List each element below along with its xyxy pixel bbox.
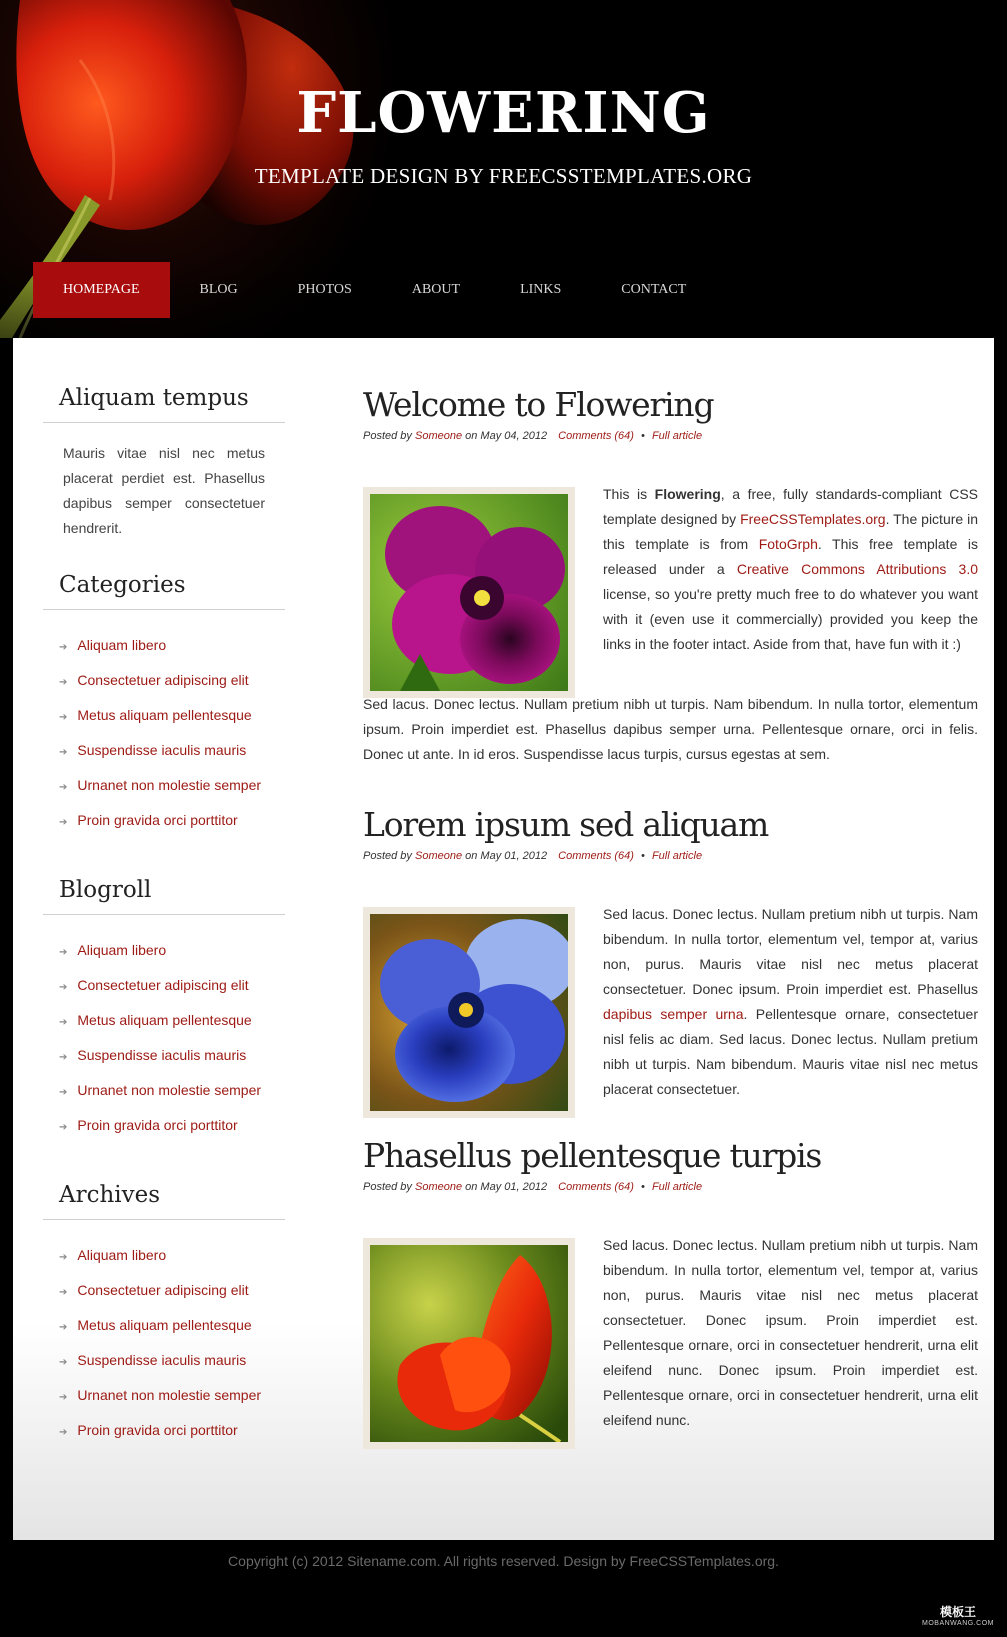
archive-item[interactable]	[43, 1308, 285, 1343]
post-intro	[603, 482, 978, 657]
arrow-icon: ➔	[59, 817, 68, 828]
intro-text: . The picture in this template is from	[603, 511, 978, 552]
meta-separator: •	[641, 1181, 645, 1193]
arrow-icon: ➔	[59, 1017, 68, 1028]
main-menu	[33, 262, 716, 318]
post	[363, 1133, 978, 1433]
post-meta	[363, 850, 978, 862]
freecsstemplates-link[interactable]: FreeCSSTemplates.org	[740, 511, 886, 527]
arrow-icon: ➔	[59, 747, 68, 758]
red-tulip-image[interactable]	[370, 1245, 568, 1442]
blogroll-item[interactable]	[43, 968, 285, 1003]
post-date: on May 01, 2012	[465, 850, 548, 862]
category-item[interactable]	[43, 663, 285, 698]
badge-url: MOBANWANG.COM	[922, 1620, 994, 1627]
dapibus-link[interactable]: dapibus semper urna	[603, 1006, 744, 1022]
arrow-icon: ➔	[59, 1122, 68, 1133]
category-item[interactable]	[43, 628, 285, 663]
posted-by-label: Posted by	[363, 850, 412, 862]
arrow-icon: ➔	[59, 1087, 68, 1098]
author-link[interactable]: Someone	[414, 850, 463, 862]
comments-link[interactable]: Comments (64)	[558, 850, 634, 862]
arrow-icon: ➔	[59, 1322, 68, 1333]
post-text	[603, 902, 978, 1102]
intro-text: This is	[603, 486, 655, 502]
menu-item-blog[interactable]: BLOG	[199, 282, 238, 297]
meta-separator: •	[641, 850, 645, 862]
arrow-icon: ➔	[59, 1427, 68, 1438]
category-item[interactable]	[43, 733, 285, 768]
menu-item-photos[interactable]: PHOTOS	[297, 282, 352, 297]
menu-item-contact[interactable]: CONTACT	[621, 282, 687, 297]
posted-by-label: Posted by	[363, 1181, 412, 1193]
arrow-icon: ➔	[59, 1252, 68, 1263]
archive-link[interactable]: Aliquam libero	[77, 1247, 167, 1263]
sidebar-archives	[43, 1170, 285, 1448]
arrow-icon: ➔	[59, 1052, 68, 1063]
comments-link[interactable]: Comments (64)	[558, 1181, 634, 1193]
sidebar-about	[43, 373, 285, 541]
sidebar-blogroll	[43, 865, 285, 1143]
post-date: on May 01, 2012	[465, 1181, 548, 1193]
arrow-icon: ➔	[59, 982, 68, 993]
category-item[interactable]	[43, 768, 285, 803]
category-link[interactable]: Consectetuer adipiscing elit	[77, 672, 249, 688]
arrow-icon: ➔	[59, 947, 68, 958]
post-image-frame	[363, 907, 575, 1118]
arrow-icon: ➔	[59, 642, 68, 653]
post-text-part: . Pellentesque ornare, consectetuer nisl felis ac diam. Sed lacus. Donec lectus. Nullam pretium nibh ut turpis. Nam bibendum. Mauris vitae nisl nec metus placerat consectetuer.	[603, 1006, 978, 1097]
blogroll-item[interactable]	[43, 1073, 285, 1108]
blogroll-item[interactable]	[43, 1003, 285, 1038]
full-article-link[interactable]: Full article	[651, 850, 703, 862]
archive-link[interactable]: Suspendisse iaculis mauris	[77, 1352, 247, 1368]
post-body: Sed lacus. Donec lectus. Nullam pretium nibh ut turpis. Nam bibendum. In nulla tortor, elementum ipsum. Proin imperdiet est. Phasellus dapibus semper urna. Pellentesque ornare, orci in felis. Donec ut ante. In id eros. Suspendisse lacus turpis, cursus egestas at sem.	[363, 696, 978, 762]
menu-item-about[interactable]: ABOUT	[411, 282, 461, 297]
arrow-icon: ➔	[59, 1287, 68, 1298]
comments-link[interactable]: Comments (64)	[558, 430, 634, 442]
category-link[interactable]: Suspendisse iaculis mauris	[77, 742, 247, 758]
post-meta	[363, 1181, 978, 1193]
archive-link[interactable]: Urnanet non molestie semper	[77, 1387, 262, 1403]
blogroll-item[interactable]	[43, 933, 285, 968]
blogroll-link[interactable]: Urnanet non molestie semper	[77, 1082, 262, 1098]
archive-link[interactable]: Proin gravida orci porttitor	[77, 1422, 238, 1438]
archive-item[interactable]	[43, 1413, 285, 1448]
archive-item[interactable]	[43, 1273, 285, 1308]
archive-item[interactable]	[43, 1378, 285, 1413]
blogroll-link[interactable]: Aliquam libero	[77, 942, 167, 958]
blue-pansy-image[interactable]	[370, 914, 568, 1111]
arrow-icon: ➔	[59, 1392, 68, 1403]
post	[363, 382, 978, 762]
blogroll-link[interactable]: Proin gravida orci porttitor	[77, 1117, 238, 1133]
post-text-part: Sed lacus. Donec lectus. Nullam pretium nibh ut turpis. Nam bibendum. In nulla tortor, elementum vel, tempor at, varius non, purus. Mauris vitae nisl nec metus placerat consectetuer. Donec ipsum. Proin imperdiet est. Phasellus	[603, 906, 978, 997]
archive-link[interactable]: Consectetuer adipiscing elit	[77, 1282, 249, 1298]
fotogrph-link[interactable]: FotoGrph	[758, 536, 818, 552]
blogroll-item[interactable]	[43, 1108, 285, 1143]
post-meta	[363, 430, 978, 442]
post-image-frame	[363, 487, 575, 698]
creative-commons-link[interactable]: Creative Commons Attributions 3.0	[736, 561, 978, 577]
category-item[interactable]	[43, 698, 285, 733]
sidebar-about-text: Mauris vitae nisl nec metus placerat perdiet est. Phasellus dapibus semper consectetuer hendrerit.	[63, 445, 265, 536]
category-link[interactable]: Aliquam libero	[77, 637, 167, 653]
author-link[interactable]: Someone	[414, 1181, 463, 1193]
watermark-badge	[919, 1603, 997, 1631]
sidebar-categories	[43, 560, 285, 838]
sidebar-about-title: Aliquam tempus	[43, 373, 285, 423]
header	[0, 0, 1007, 338]
logo	[0, 80, 1007, 189]
archive-item[interactable]	[43, 1343, 285, 1378]
author-link[interactable]: Someone	[414, 430, 463, 442]
badge-label: 模板王	[939, 1605, 976, 1619]
category-item[interactable]	[43, 803, 285, 838]
post-image-frame	[363, 1238, 575, 1449]
arrow-icon: ➔	[59, 782, 68, 793]
full-article-link[interactable]: Full article	[651, 1181, 703, 1193]
post-title[interactable]: Phasellus pellentesque turpis	[363, 1136, 822, 1175]
post-text: Sed lacus. Donec lectus. Nullam pretium nibh ut turpis. Nam bibendum. In nulla tortor, elementum vel, tempor at, varius non, purus. Mauris vitae nisl nec metus placerat consectetuer. Donec ipsum. Proin imperdiet est. Pellentesque ornare, orci in consectetuer hendrerit, urna elit eleifend nunc. Donec ipsum. Proin imperdiet est. Pellentesque ornare, orci in consectetuer hendrerit, urna elit eleifend nunc.	[603, 1237, 978, 1428]
site-title[interactable]: FLOWERING	[296, 80, 711, 146]
content-wrapper	[13, 338, 994, 1540]
arrow-icon: ➔	[59, 1357, 68, 1368]
blogroll-link[interactable]: Consectetuer adipiscing elit	[77, 977, 249, 993]
site-subtitle: TEMPLATE DESIGN BY FREECSSTEMPLATES.ORG	[254, 164, 753, 188]
sidebar-blogroll-title: Blogroll	[43, 865, 285, 915]
purple-pansy-image[interactable]	[370, 494, 568, 691]
meta-separator: •	[641, 430, 645, 442]
arrow-icon: ➔	[59, 677, 68, 688]
archive-link[interactable]: Metus aliquam pellentesque	[77, 1317, 252, 1333]
footer-copyright: Copyright (c) 2012 Sitename.com. All rights reserved. Design by FreeCSSTemplates.org.	[228, 1553, 779, 1569]
menu-item-homepage[interactable]: HOMEPAGE	[33, 262, 170, 318]
blogroll-link[interactable]: Suspendisse iaculis mauris	[77, 1047, 247, 1063]
intro-text: , a free, fully standards-compliant CSS template designed by	[603, 486, 978, 527]
sidebar-archives-title: Archives	[43, 1170, 285, 1220]
archive-item[interactable]	[43, 1238, 285, 1273]
blogroll-link[interactable]: Metus aliquam pellentesque	[77, 1012, 252, 1028]
category-link[interactable]: Proin gravida orci porttitor	[77, 812, 238, 828]
full-article-link[interactable]: Full article	[651, 430, 703, 442]
post-date: on May 04, 2012	[465, 430, 548, 442]
intro-strong: Flowering	[654, 486, 721, 502]
sidebar-categories-title: Categories	[43, 560, 285, 610]
intro-text: license, so you're pretty much free to do whatever you want with it (even use it commercially) provided you keep the links in the footer intact. Aside from that, have fun with it :)	[603, 586, 978, 652]
posted-by-label: Posted by	[363, 430, 412, 442]
post-title[interactable]: Welcome to Flowering	[363, 385, 714, 424]
category-link[interactable]: Metus aliquam pellentesque	[77, 707, 252, 723]
post	[363, 802, 978, 1102]
post-title[interactable]: Lorem ipsum sed aliquam	[363, 805, 769, 844]
arrow-icon: ➔	[59, 712, 68, 723]
category-link[interactable]: Urnanet non molestie semper	[77, 777, 262, 793]
intro-text: . This free template is released under a	[603, 536, 978, 577]
menu-item-links[interactable]: LINKS	[520, 282, 562, 297]
blogroll-item[interactable]	[43, 1038, 285, 1073]
